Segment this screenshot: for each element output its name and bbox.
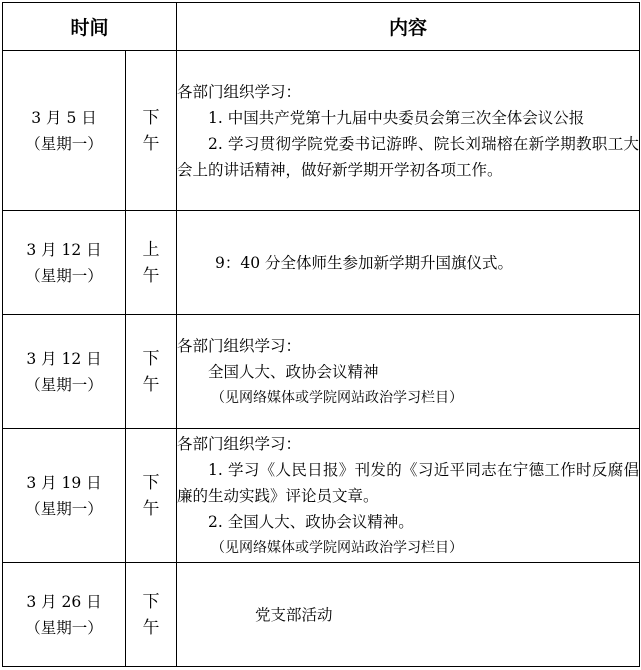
date-cell — [3, 315, 126, 429]
period-cell — [126, 51, 177, 211]
period-cell — [126, 211, 177, 315]
period-char: 午 — [142, 498, 160, 519]
date-cell — [3, 429, 126, 563]
schedule-table — [2, 2, 640, 667]
time-header: 时间 — [3, 3, 177, 51]
content-cell — [177, 429, 640, 563]
date-text: 3 月 12 日 — [26, 240, 102, 259]
content-line: （见网络媒体或学院网站政治学习栏目） — [211, 389, 464, 406]
content-line: 党支部活动 — [255, 605, 333, 624]
content-line: 2. 全国人大、政协会议精神。 — [208, 512, 414, 531]
date-text: 3 月 26 日 — [26, 592, 102, 611]
table-row — [3, 429, 640, 563]
period-char: 上 — [142, 239, 160, 260]
period-cell — [126, 563, 177, 667]
date-cell — [3, 563, 126, 667]
weekday-text: （星期一） — [25, 499, 103, 518]
content-cell — [177, 315, 640, 429]
period-char: 下 — [142, 472, 160, 493]
period-char: 下 — [142, 348, 160, 369]
content-line: 2. 学习贯彻学院党委书记游晔、院长刘瑞榕在新学期教职工大会上的讲话精神，做好新学期开学初各项工作。 — [177, 134, 640, 179]
table-row — [3, 563, 640, 667]
table-row — [3, 211, 640, 315]
table-row — [3, 51, 640, 211]
period-cell — [126, 315, 177, 429]
date-text: 3 月 12 日 — [26, 349, 102, 368]
content-cell — [177, 563, 640, 667]
period-char: 午 — [142, 617, 160, 638]
content-line: 1. 学习《人民日报》刊发的《习近平同志在宁德工作时反腐倡廉的生动实践》评论员文章。 — [177, 460, 640, 505]
period-char: 下 — [142, 107, 160, 128]
weekday-text: （星期一） — [25, 266, 103, 285]
content-line: 各部门组织学习： — [177, 336, 302, 355]
period-char: 午 — [142, 374, 160, 395]
header-row — [3, 3, 640, 51]
period-char: 午 — [142, 133, 160, 154]
period-char: 下 — [142, 591, 160, 612]
date-cell — [3, 211, 126, 315]
content-line: 9：40 分全体师生参加新学期升国旗仪式。 — [215, 253, 514, 272]
content-cell — [177, 51, 640, 211]
content-line: 各部门组织学习： — [177, 82, 302, 101]
table-row — [3, 315, 640, 429]
period-char: 午 — [142, 265, 160, 286]
date-text: 3 月 19 日 — [26, 473, 102, 492]
date-cell — [3, 51, 126, 211]
date-text: 3 月 5 日 — [31, 108, 97, 127]
content-header: 内容 — [177, 3, 640, 51]
weekday-text: （星期一） — [25, 134, 103, 153]
period-cell — [126, 429, 177, 563]
weekday-text: （星期一） — [25, 375, 103, 394]
content-line: 全国人大、政协会议精神 — [208, 362, 379, 381]
content-line: 各部门组织学习： — [177, 434, 302, 453]
content-cell — [177, 211, 640, 315]
weekday-text: （星期一） — [25, 618, 103, 637]
content-line: （见网络媒体或学院网站政治学习栏目） — [211, 539, 464, 556]
content-line: 1. 中国共产党第十九届中央委员会第三次全体会议公报 — [208, 108, 585, 127]
